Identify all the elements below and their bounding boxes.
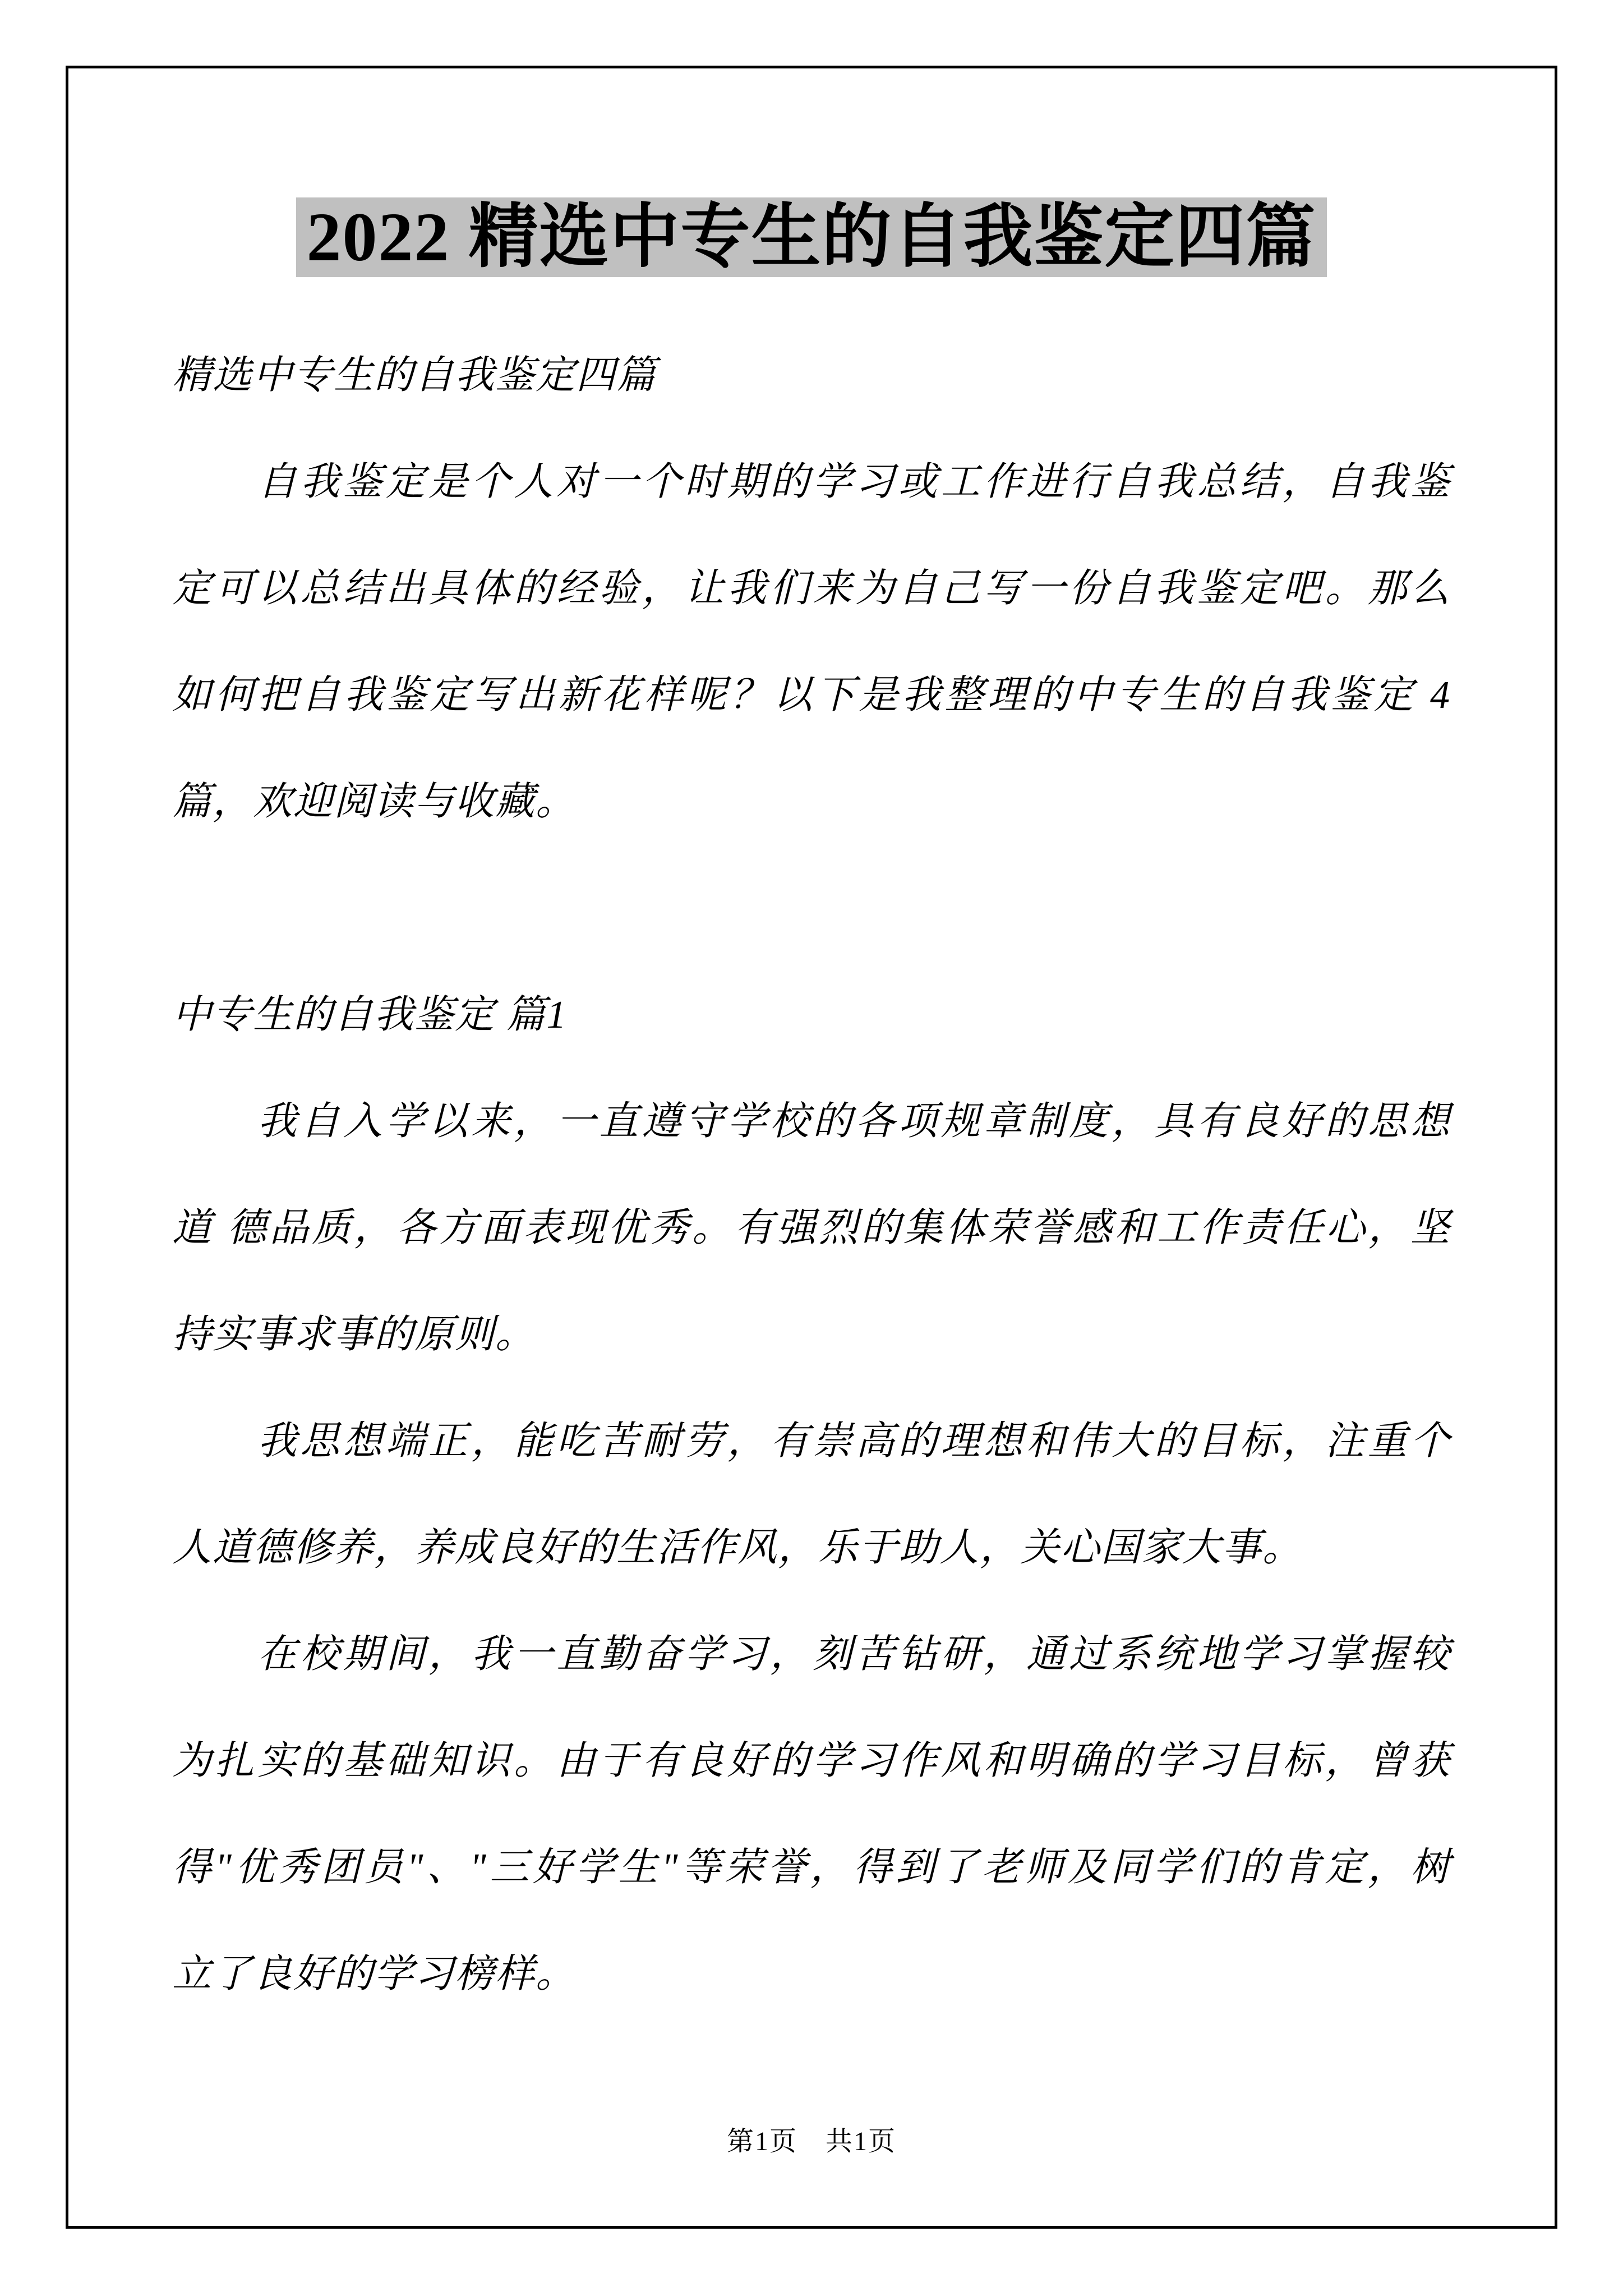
paragraph: [172, 1388, 1451, 1602]
text-line: 立了良好的学习榜样。: [172, 1953, 576, 1996]
text-line: 定可以总结出具体的经验，让我们来为自己写一份自我鉴定吧。那么: [172, 567, 1451, 610]
text-line: 为扎实的基础知识。由于有良好的学习作风和明确的学习目标，曾获: [172, 1740, 1451, 1783]
text-line: 中专生的自我鉴定 篇1: [172, 993, 568, 1037]
paragraph: [172, 429, 1451, 855]
document-body: [172, 323, 1451, 2028]
paragraph: [172, 323, 1451, 429]
text-line: 道 德品质，各方面表现优秀。有强烈的集体荣誉感和工作责任心，坚: [172, 1207, 1451, 1250]
page-title: 2022 精选中专生的自我鉴定四篇: [296, 197, 1326, 277]
text-line: 自我鉴定是个人对一个时期的学习或工作进行自我总结，自我鉴: [172, 461, 1451, 504]
paragraph: [172, 1602, 1451, 2028]
text-line: 精选中专生的自我鉴定四篇: [172, 354, 657, 397]
page-number-footer: 第1页 共1页: [726, 2127, 896, 2156]
title-row: [0, 197, 1623, 277]
text-line: 如何把自我鉴定写出新花样呢？以下是我整理的中专生的自我鉴定 4: [172, 674, 1451, 717]
text-line: 我思想端正，能吃苦耐劳，有崇高的理想和伟大的目标，注重个: [172, 1420, 1451, 1463]
text-line: 篇，欢迎阅读与收藏。: [172, 780, 576, 823]
text-line: 我自入学以来，一直遵守学校的各项规章制度，具有良好的思想: [172, 1100, 1451, 1143]
paragraph: [172, 962, 1451, 1069]
text-line: 人道德修养，养成良好的生活作风，乐于助人，关心国家大事。: [172, 1526, 1303, 1570]
paragraph: [172, 1069, 1451, 1388]
text-line: 持实事求事的原则。: [172, 1313, 536, 1356]
text-line: 得"优秀团员"、"三好学生"等荣誉，得到了老师及同学们的肯定，树: [172, 1846, 1451, 1889]
text-line: 在校期间，我一直勤奋学习，刻苦钻研，通过系统地学习掌握较: [172, 1633, 1451, 1676]
